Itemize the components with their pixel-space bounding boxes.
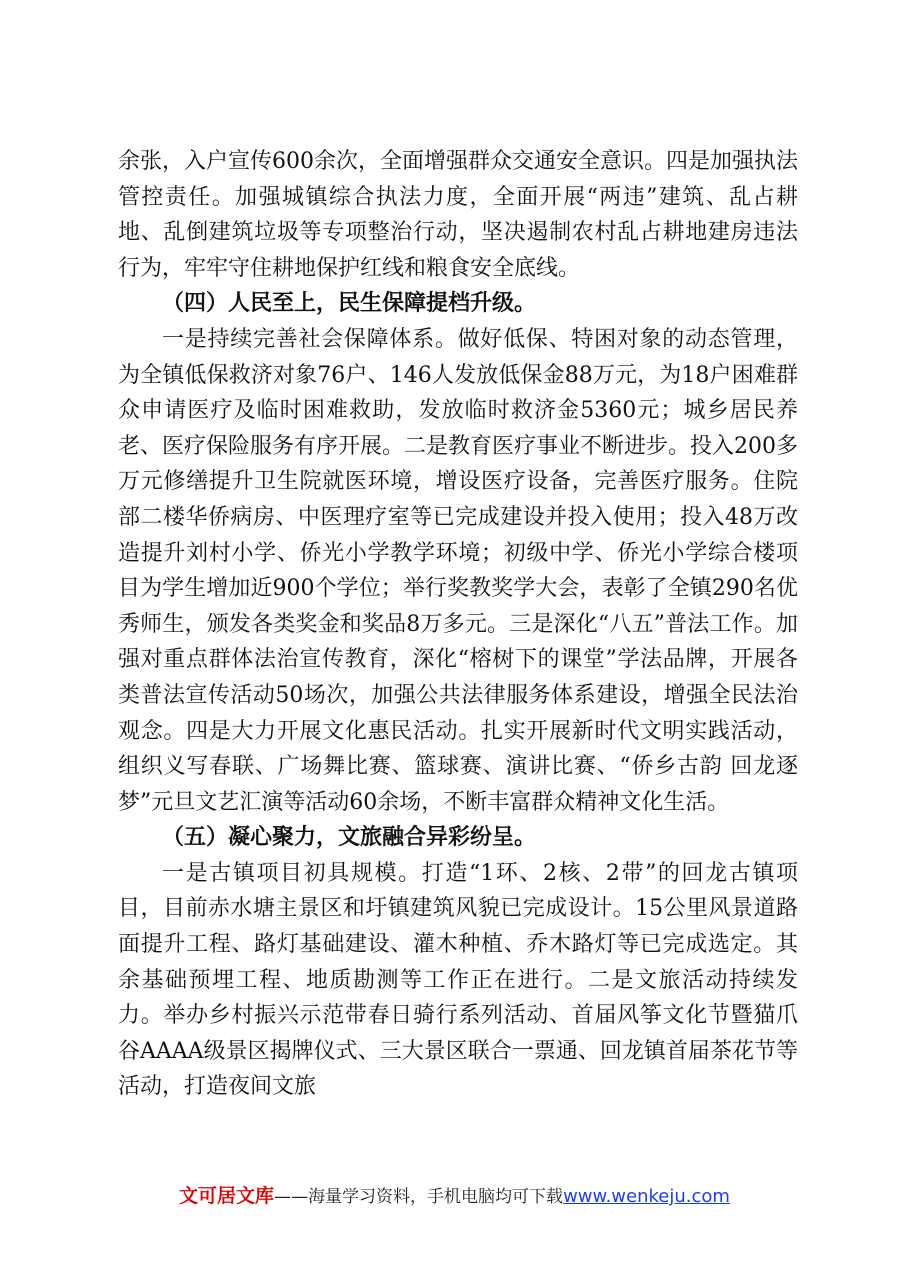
section-heading-five: （五）凝心聚力，文旅融合异彩纷呈。 bbox=[162, 824, 537, 851]
footer-url-link[interactable]: www.wenkeju.com bbox=[563, 1186, 730, 1207]
footer-banner bbox=[0, 1181, 909, 1208]
paragraph-culture-tourism: 一是古镇项目初具规模。打造“1环、2核、2带”的回龙古镇项目，目前赤水塘主景区和圩镇建筑风貌已完成设计。15公里风景道路面提升工程、路灯基础建设、灌木种植、乔木路灯等已完成选定。其余基础预埋工程、地质勘测等工作正在进行。二是文旅活动持续发力。举办乡村振兴示范带春日骑行系列活动、首届风筝文化节暨猫爪谷AAAA级景区揭牌仪式、三大景区联合一票通、回龙镇首届茶花节等活动，打造夜间文旅 bbox=[118, 860, 798, 1100]
footer-tagline: ——海量学习资料，手机电脑均可下载 bbox=[274, 1187, 564, 1207]
footer-brand: 文可居文库 bbox=[179, 1185, 275, 1207]
document-body bbox=[118, 144, 798, 1105]
paragraph-social-security: 一是持续完善社会保障体系。做好低保、特困对象的动态管理，为全镇低保救济对象76户、146人发放低保金88万元，为18户困难群众申请医疗及临时困难救助，发放临时救济金5360元；城乡居民养老、医疗保险服务有序开展。二是教育医疗事业不断进步。投入200多万元修缮提升卫生院就医环境，增设医疗设备，完善医疗服务。住院部二楼华侨病房、中医理疗室等已完成建设并投入使用；投入48万改造提升刘村小学、侨光小学教学环境；初级中学、侨光小学综合楼项目为学生增加近900个学位；举行奖教奖学大会，表彰了全镇290名优秀师生，颁发各类奖金和奖品8万多元。三是深化“八五”普法工作。加强对重点群体法治宣传教育，深化“榕树下的课堂”学法品牌，开展各类普法宣传活动50场次，加强公共法律服务体系建设，增强全民法治观念。四是大力开展文化惠民活动。扎实开展新时代文明实践活动，组织义写春联、广场舞比赛、篮球赛、演讲比赛、“侨乡古韵 回龙逐梦”元旦文艺汇演等活动60余场，不断丰富群众精神文化生活。 bbox=[118, 326, 798, 815]
section-heading-four: （四）人民至上，民生保障提档升级。 bbox=[162, 290, 537, 317]
paragraph-continuation: 余张，入户宣传600余次，全面增强群众交通安全意识。四是加强执法管控责任。加强城镇综合执法力度，全面开展“两违”建筑、乱占耕地、乱倒建筑垃圾等专项整治行动，坚决遏制农村乱占耕地建房违法行为，牢牢守住耕地保护红线和粮食安全底线。 bbox=[118, 149, 798, 281]
